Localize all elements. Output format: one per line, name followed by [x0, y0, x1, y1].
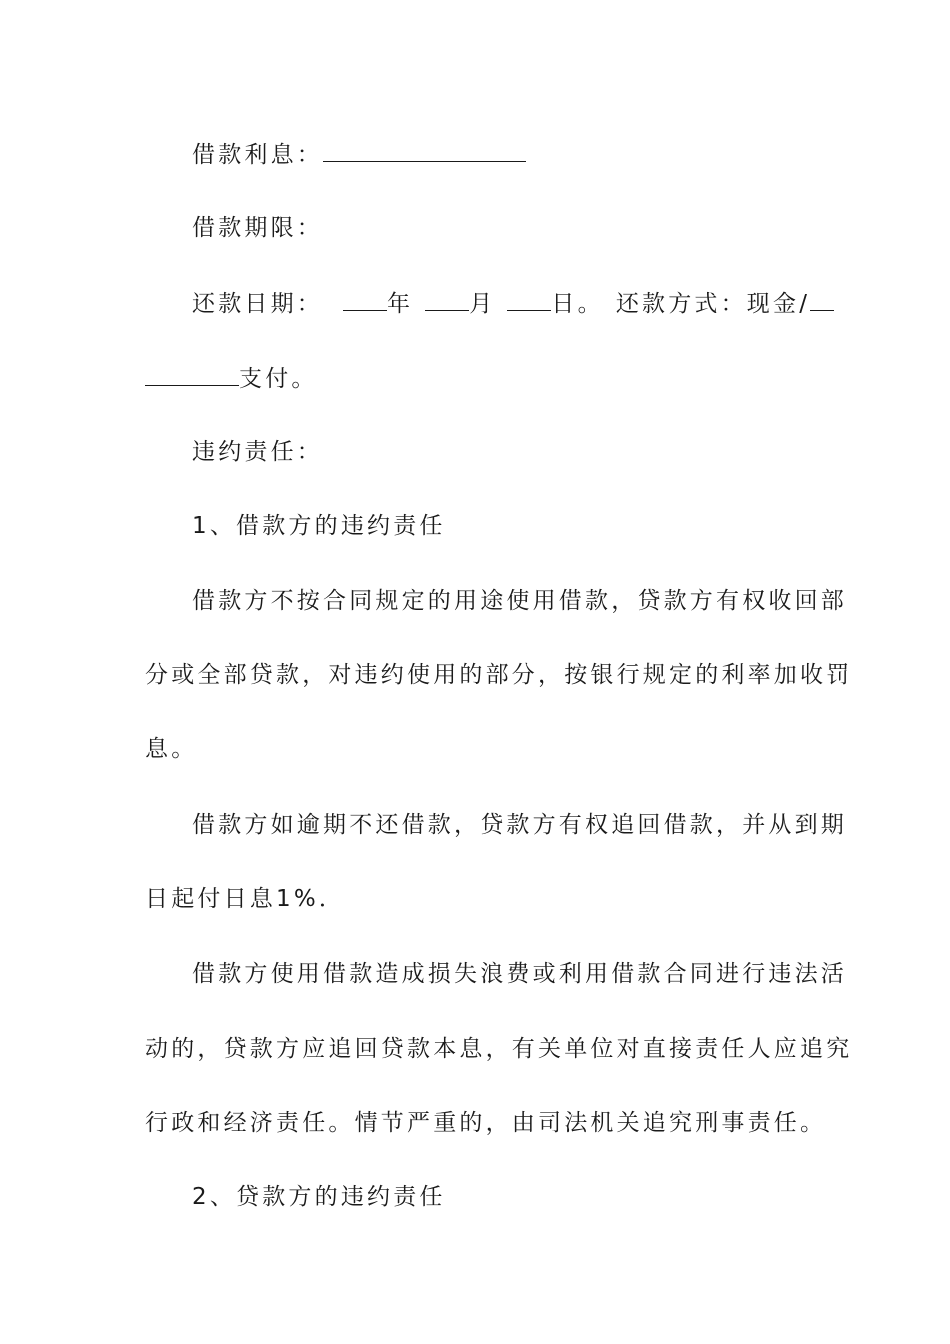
- repay-date-line: [192, 288, 834, 319]
- month-blank: [425, 288, 469, 311]
- p3-line-3: [145, 1108, 826, 1138]
- pay-tail: 支付。: [239, 366, 318, 392]
- p1-line-3: [145, 734, 197, 764]
- repay-method-label: 还款方式：现金/: [615, 291, 811, 317]
- section1-title-text: 1、借款方的违约责任: [192, 513, 446, 539]
- p3-line-2-text: 动的，贷款方应追回贷款本息，有关单位对直接责任人应追究: [145, 1036, 853, 1062]
- p1-line-2: [145, 660, 852, 690]
- term-label: 借款期限：: [192, 215, 323, 241]
- p3-line-1: [192, 959, 847, 989]
- term-line: [192, 213, 323, 243]
- p3-line-1-text: 借款方使用借款造成损失浪费或利用借款合同进行违法活: [192, 961, 847, 987]
- year-blank: [343, 288, 387, 311]
- repay-date-label: 还款日期：: [192, 291, 323, 317]
- p1-line-1-text: 借款方不按合同规定的用途使用借款，贷款方有权收回部: [192, 588, 847, 614]
- p3-line-2: [145, 1034, 852, 1064]
- p1-line-3-text: 息。: [145, 736, 198, 762]
- p1-line-2-text: 分或全部贷款，对违约使用的部分，按银行规定的利率加收罚: [145, 662, 853, 688]
- p3-line-3-text: 行政和经济责任。情节严重的，由司法机关追究刑事责任。: [145, 1110, 827, 1136]
- breach-heading-text: 违约责任：: [192, 439, 323, 465]
- year-unit: 年: [387, 291, 414, 317]
- pay-line: [145, 363, 318, 394]
- interest-label: 借款利息：: [192, 142, 323, 168]
- breach-heading: [192, 437, 323, 467]
- section1-title: [192, 511, 446, 541]
- p2-line-2: [145, 884, 345, 914]
- section2-title-text: 2、贷款方的违约责任: [192, 1184, 446, 1210]
- interest-line: [192, 139, 526, 170]
- p1-line-1: [192, 586, 847, 616]
- p2-line-2-text: 日起付日息1%．: [145, 886, 346, 912]
- section2-title: [192, 1182, 446, 1212]
- interest-blank: [323, 139, 526, 162]
- method-blank-end: [145, 363, 239, 386]
- p2-line-1: [192, 810, 847, 840]
- method-blank-start: [810, 288, 834, 311]
- p2-line-1-text: 借款方如逾期不还借款，贷款方有权追回借款，并从到期: [192, 812, 847, 838]
- day-unit: 日。: [551, 291, 604, 317]
- month-unit: 月: [469, 291, 496, 317]
- day-blank: [507, 288, 551, 311]
